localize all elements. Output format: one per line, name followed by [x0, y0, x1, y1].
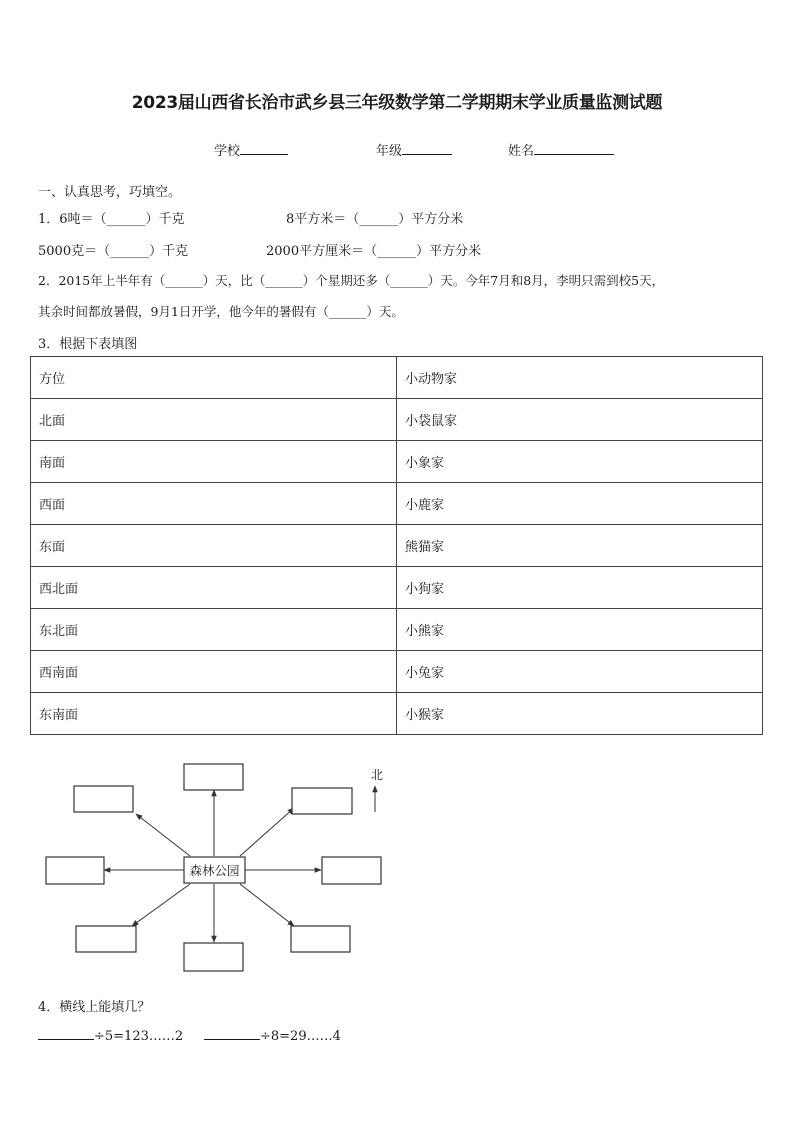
school-field	[214, 140, 288, 159]
q4-label: 4．横线上能填几？	[38, 1000, 151, 1015]
name-field	[508, 140, 614, 159]
box-west	[46, 857, 104, 884]
q1-item-d: 2000平方厘米＝（______）平方分米	[266, 244, 482, 259]
q1-item-a: 1．6吨＝（______）千克	[38, 212, 185, 227]
q4-expr-a: ÷5=123……2	[94, 1029, 184, 1044]
q4-item-a	[38, 1026, 183, 1044]
table-header-row	[31, 357, 763, 399]
direction-table	[30, 356, 763, 735]
box-southwest	[76, 926, 136, 952]
animal-home-cell: 小动物家	[397, 357, 763, 399]
direction-cell: 东北面	[31, 609, 397, 651]
name-label: 姓名	[508, 144, 535, 159]
section-1-heading: 一、认真思考，巧填空。	[38, 185, 182, 200]
box-north	[184, 764, 243, 790]
direction-cell: 西北面	[31, 567, 397, 609]
animal-home-cell: 小袋鼠家	[397, 399, 763, 441]
box-east	[322, 857, 381, 884]
school-blank	[240, 141, 288, 155]
arrow-southeast	[240, 884, 294, 926]
animal-home-cell: 小猴家	[397, 693, 763, 735]
arrow-southwest	[132, 884, 190, 926]
q2-line-2: 其余时间都放暑假，9月1日开学，他今年的暑假有（______）天。	[38, 304, 404, 319]
grade-label: 年级	[376, 144, 403, 159]
direction-cell: 北面	[31, 399, 397, 441]
name-blank	[534, 141, 614, 155]
north-label: 北	[370, 768, 384, 782]
animal-home-cell: 小兔家	[397, 651, 763, 693]
direction-cell: 东面	[31, 525, 397, 567]
animal-home-cell: 小狗家	[397, 567, 763, 609]
q4-blank-b	[204, 1026, 260, 1040]
table-row	[31, 693, 763, 735]
box-northeast	[292, 788, 352, 814]
page-title: 2023届山西省长治市武乡县三年级数学第二学期期末学业质量监测试题	[131, 93, 663, 113]
direction-diagram	[40, 756, 400, 978]
table-row	[31, 609, 763, 651]
q3-label: 3．根据下表填图	[38, 337, 138, 352]
table-row	[31, 399, 763, 441]
school-label: 学校	[214, 144, 241, 159]
animal-home-cell: 熊猫家	[397, 525, 763, 567]
table-row	[31, 441, 763, 483]
direction-cell: 西面	[31, 483, 397, 525]
box-northwest	[74, 786, 133, 812]
q4-blank-a	[38, 1026, 94, 1040]
table-row	[31, 525, 763, 567]
q4-expr-b: ÷8=29……4	[260, 1029, 341, 1044]
center-label: 森林公园	[189, 863, 240, 878]
grade-field	[376, 140, 452, 159]
arrow-northwest	[136, 814, 190, 856]
q2-line-1: 2．2015年上半年有（______）天，比（______）个星期还多（______）天。今年7月和8月，李明只需到校5天，	[38, 273, 665, 288]
arrow-northeast	[240, 808, 294, 856]
direction-cell: 南面	[31, 441, 397, 483]
direction-cell: 西南面	[31, 651, 397, 693]
q4-item-b	[204, 1026, 341, 1044]
animal-home-cell: 小鹿家	[397, 483, 763, 525]
animal-home-cell: 小熊家	[397, 609, 763, 651]
table-row	[31, 567, 763, 609]
grade-blank	[402, 141, 452, 155]
box-southeast	[291, 926, 350, 952]
direction-cell: 东南面	[31, 693, 397, 735]
q1-item-b: 8平方米＝（______）平方分米	[286, 212, 464, 227]
animal-home-cell: 小象家	[397, 441, 763, 483]
q1-item-c: 5000克＝（______）千克	[38, 244, 189, 259]
box-south	[184, 943, 243, 971]
direction-cell: 方位	[31, 357, 397, 399]
table-row	[31, 651, 763, 693]
table-row	[31, 483, 763, 525]
